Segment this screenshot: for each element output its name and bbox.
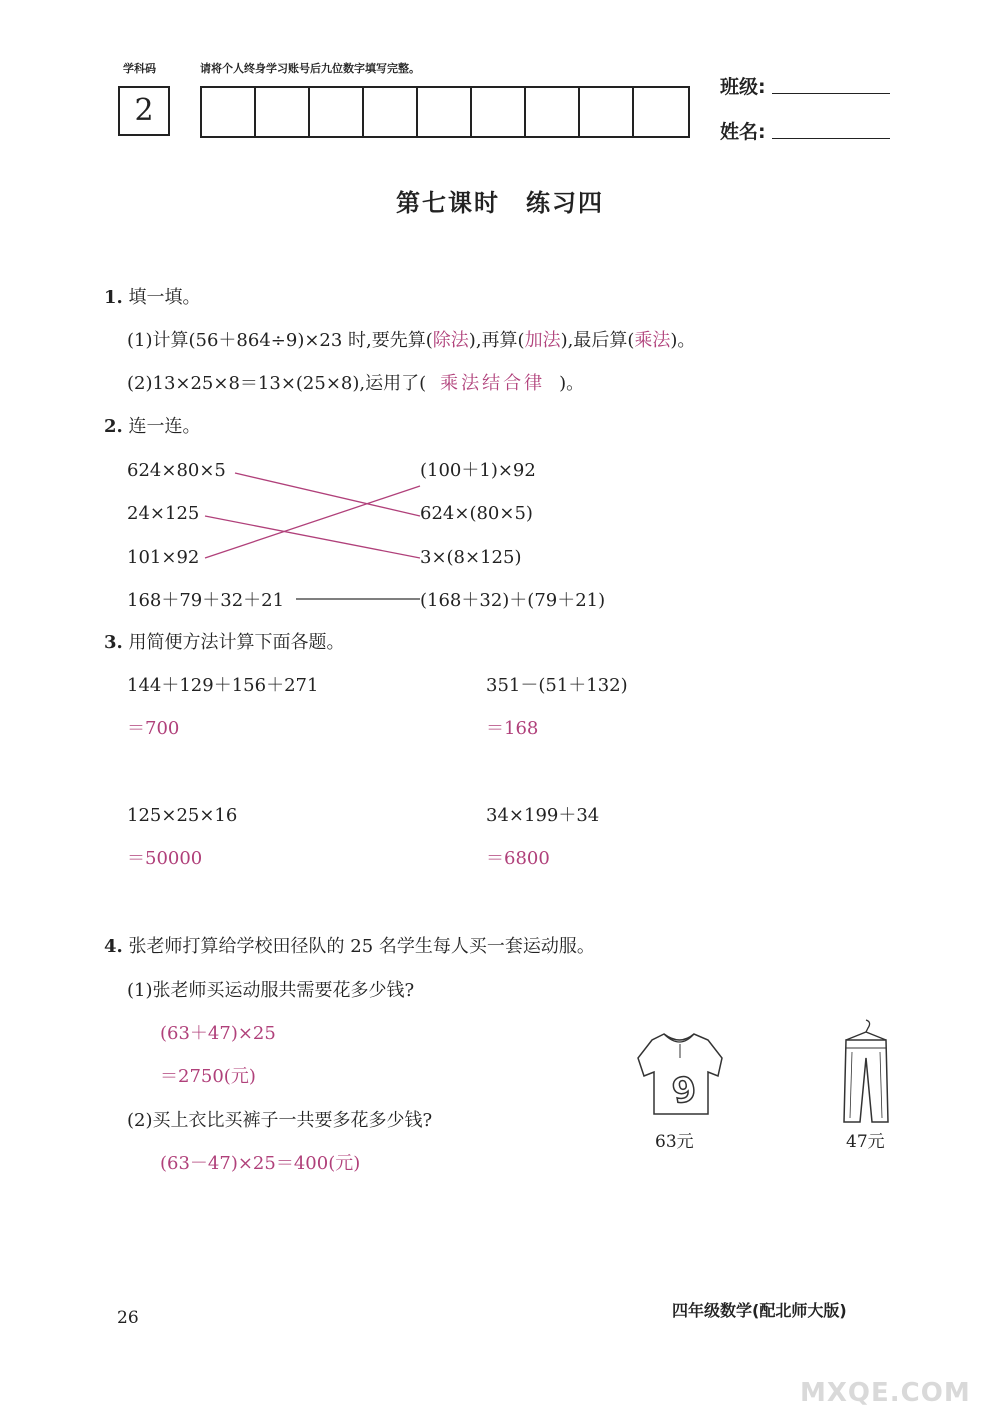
q4-sub2: (2)买上衣比买裤子一共要多花多少钱? <box>127 1110 433 1131</box>
calc-answer: ＝700 <box>127 718 180 739</box>
q4-answer1-line1: (63＋47)×25 <box>160 1023 276 1044</box>
answer-text: 加法 <box>524 330 561 351</box>
question-2 <box>104 415 201 439</box>
book-title: 四年级数学(配北师大版) <box>672 1301 847 1320</box>
calc-answer: ＝168 <box>486 718 539 739</box>
class-label: 班级: <box>720 76 766 98</box>
q1-text: (2)13×25×8＝13×(25×8),运用了( <box>127 373 427 394</box>
digit-cell[interactable] <box>580 88 634 136</box>
calc-expression: 34×199＋34 <box>486 805 600 826</box>
match-right-2[interactable]: 624×(80×5) <box>420 503 533 524</box>
question-3 <box>104 631 345 655</box>
question-4 <box>104 935 595 959</box>
digit-cell[interactable] <box>526 88 580 136</box>
answer-text: 乘法结合律 <box>440 373 546 394</box>
q1-part1 <box>127 329 695 353</box>
calc-expression: 144＋129＋156＋271 <box>127 675 319 696</box>
match-line <box>205 486 420 558</box>
pants-icon <box>836 1018 896 1128</box>
q1-text: ),最后算( <box>560 330 635 351</box>
question-prompt: 填一填。 <box>128 287 201 308</box>
match-right-4[interactable]: (168＋32)＋(79＋21) <box>420 590 606 611</box>
match-line <box>205 516 420 558</box>
digit-cell[interactable] <box>310 88 364 136</box>
calc-expression: 125×25×16 <box>127 805 238 826</box>
q1-text: )。 <box>670 330 696 351</box>
class-field[interactable] <box>772 93 890 94</box>
digit-cell[interactable] <box>472 88 526 136</box>
q4-answer2: (63－47)×25＝400(元) <box>160 1153 361 1174</box>
digit-cell[interactable] <box>634 88 688 136</box>
shirt-price: 63元 <box>655 1132 694 1152</box>
match-left-4[interactable]: 168＋79＋32＋21 <box>127 590 285 611</box>
name-label: 姓名: <box>720 121 766 143</box>
digit-cell[interactable] <box>202 88 256 136</box>
match-left-1[interactable]: 624×80×5 <box>127 460 226 481</box>
match-right-3[interactable]: 3×(8×125) <box>420 547 522 568</box>
q1-text: ),再算( <box>468 330 525 351</box>
question-1 <box>104 286 201 310</box>
page-title: 第七课时 练习四 <box>396 189 604 217</box>
calc-expression: 351－(51＋132) <box>486 675 628 696</box>
question-number: 2. <box>104 416 123 437</box>
name-field[interactable] <box>772 138 890 139</box>
shirt-number: 9 <box>669 1068 700 1113</box>
answer-text: 乘法 <box>634 330 671 351</box>
watermark-text: MXQE.COM <box>800 1378 971 1408</box>
question-prompt: 用简便方法计算下面各题。 <box>128 632 345 653</box>
calc-answer: ＝50000 <box>127 848 203 869</box>
q4-answer1-line2: ＝2750(元) <box>160 1066 256 1087</box>
q1-part2 <box>127 372 584 396</box>
match-line <box>235 473 420 516</box>
question-prompt: 张老师打算给学校田径队的 25 名学生每人买一套运动服。 <box>128 936 595 957</box>
calc-answer: ＝6800 <box>486 848 550 869</box>
match-left-3[interactable]: 101×92 <box>127 547 200 568</box>
question-number: 1. <box>104 287 123 308</box>
account-digit-boxes[interactable] <box>200 86 690 138</box>
match-left-2[interactable]: 24×125 <box>127 503 200 524</box>
q1-text: )。 <box>559 373 585 394</box>
q1-text: (1)计算(56＋864÷9)×23 时,要先算( <box>127 330 433 351</box>
question-number: 4. <box>104 936 123 957</box>
page-number: 26 <box>117 1308 139 1328</box>
subject-code-box: 2 <box>118 86 170 136</box>
match-right-1[interactable]: (100＋1)×92 <box>420 460 536 481</box>
question-prompt: 连一连。 <box>128 416 201 437</box>
pants-price: 47元 <box>846 1132 885 1152</box>
shirt-icon <box>634 1028 724 1120</box>
answer-text: 除法 <box>432 330 469 351</box>
digit-cell[interactable] <box>418 88 472 136</box>
digit-cell[interactable] <box>364 88 418 136</box>
q4-sub1: (1)张老师买运动服共需要花多少钱? <box>127 980 415 1001</box>
question-number: 3. <box>104 632 123 653</box>
digit-cell[interactable] <box>256 88 310 136</box>
subject-code-label: 学科码 <box>123 62 156 75</box>
account-instruction: 请将个人终身学习账号后九位数字填写完整。 <box>200 62 420 75</box>
